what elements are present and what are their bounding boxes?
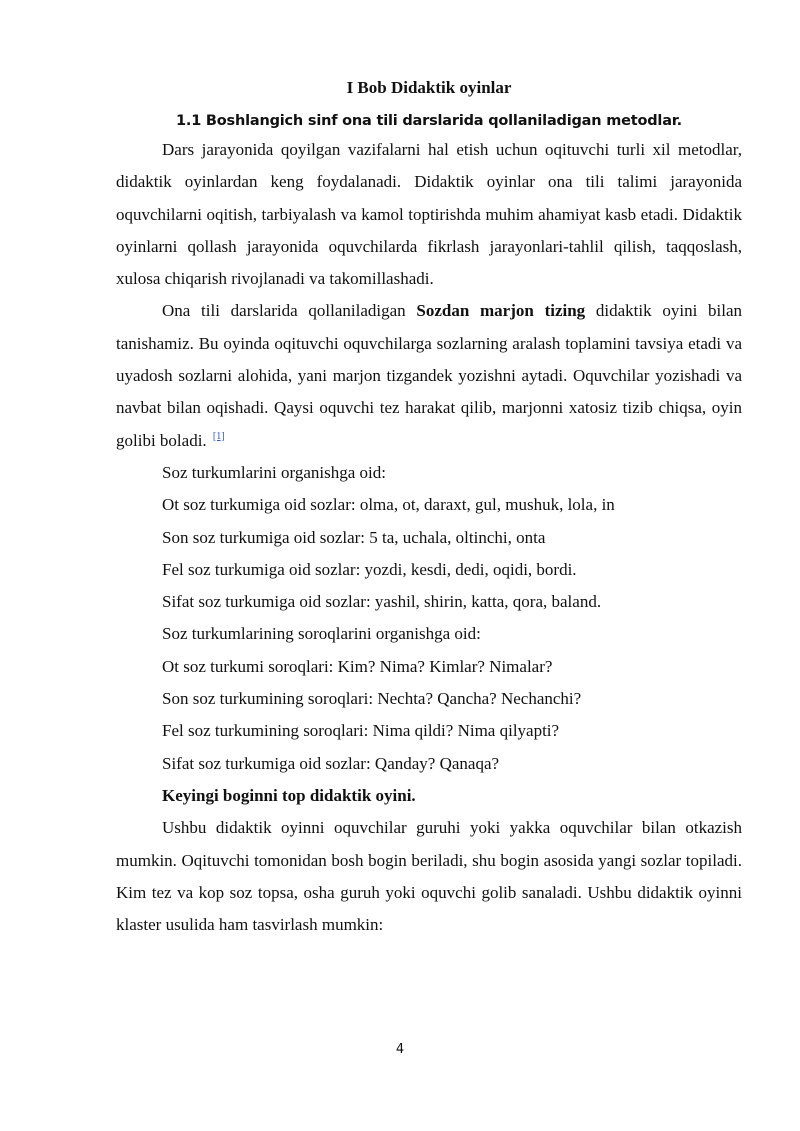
- game-name-bold: Sozdan marjon tizing: [416, 301, 586, 321]
- list-line: Sifat soz turkumiga oid sozlar: yashil, shirin, katta, qora, baland.: [162, 592, 602, 612]
- paragraph-text-before: Ona tili darslarida qollaniladigan: [162, 301, 417, 321]
- game-subheading-text: Keyingi boginni top didaktik oyini.: [162, 785, 416, 805]
- paragraph-game-description: [116, 295, 742, 456]
- list-line: Soz turkumlarining soroqlarini organishga oid:: [162, 624, 481, 644]
- footnote-link[interactable]: [1]: [212, 430, 225, 442]
- list-line: Fel soz turkumining soroqlari: Nima qildi? Nima qilyapti?: [162, 721, 560, 741]
- list-line: Ot soz turkumi soroqlari: Kim? Nima? Kimlar? Nimalar?: [162, 656, 553, 676]
- paragraph-game-rules: Ushbu didaktik oyinni oquvchilar guruhi yoki yakka oquvchilar bilan otkazish mumkin. Oqituvchi tomonidan bosh bogin beriladi, shu bogin asosida yangi sozlar topiladi. Kim tez va kop soz topsa, osha guruh yoki oquvchi golib sanaladi. Ushbu didaktik oyinni klaster usulida ham tasvirlash mumkin:: [116, 818, 742, 935]
- game-subheading: [116, 780, 742, 812]
- list-line: Sifat soz turkumiga oid sozlar: Qanday? Qanaqa?: [162, 753, 500, 773]
- page-number: 4: [395, 1042, 405, 1057]
- section-title: 1.1 Boshlangich sinf ona tili darslarida qollaniladigan metodlar.: [176, 113, 682, 129]
- list-line: Son soz turkumiga oid sozlar: 5 ta, uchala, oltinchi, onta: [162, 527, 546, 547]
- paragraph-text-after: didaktik oyini bilan tanishamiz. Bu oyinda oqituvchi oquvchilarga sozlarning aralash toplamini tavsiya etadi va uyadosh sozlarni alohida, yani marjon tizgandek yozishni aytadi. Oquvchilar yozishadi va navbat bilan oqishadi. Qaysi oquvchi tez harakat qilib, marjonni xatosiz tizib chiqsa, oyin golibi boladi.: [116, 301, 743, 450]
- page-content: [116, 76, 742, 941]
- chapter-title: I Bob Didaktik oyinlar: [346, 78, 512, 97]
- list-line: Fel soz turkumiga oid sozlar: yozdi, kesdi, dedi, oqidi, bordi.: [162, 559, 577, 579]
- list-line: Son soz turkumining soroqlari: Nechta? Qancha? Nechanchi?: [162, 689, 582, 709]
- list-line: Soz turkumlarini organishga oid:: [162, 462, 386, 482]
- paragraph-intro: Dars jarayonida qoyilgan vazifalarni hal etish uchun oqituvchi turli xil metodlar, didaktik oyinlardan keng foydalanadi. Didaktik oyinlar ona tili talimi jarayonida oquvchilarni oqitish, tarbiyalash va kamol toptirishda muhim ahamiyat kasb etadi. Didaktik oyinlarni qollash jarayonida oquvchilarda fikrlash jarayonlari-tahlil qilish, taqqoslash, xulosa chiqarish rivojlanadi va takomillashadi.: [116, 140, 742, 289]
- list-line: Ot soz turkumiga oid sozlar: olma, ot, daraxt, gul, mushuk, lola, in: [162, 495, 615, 515]
